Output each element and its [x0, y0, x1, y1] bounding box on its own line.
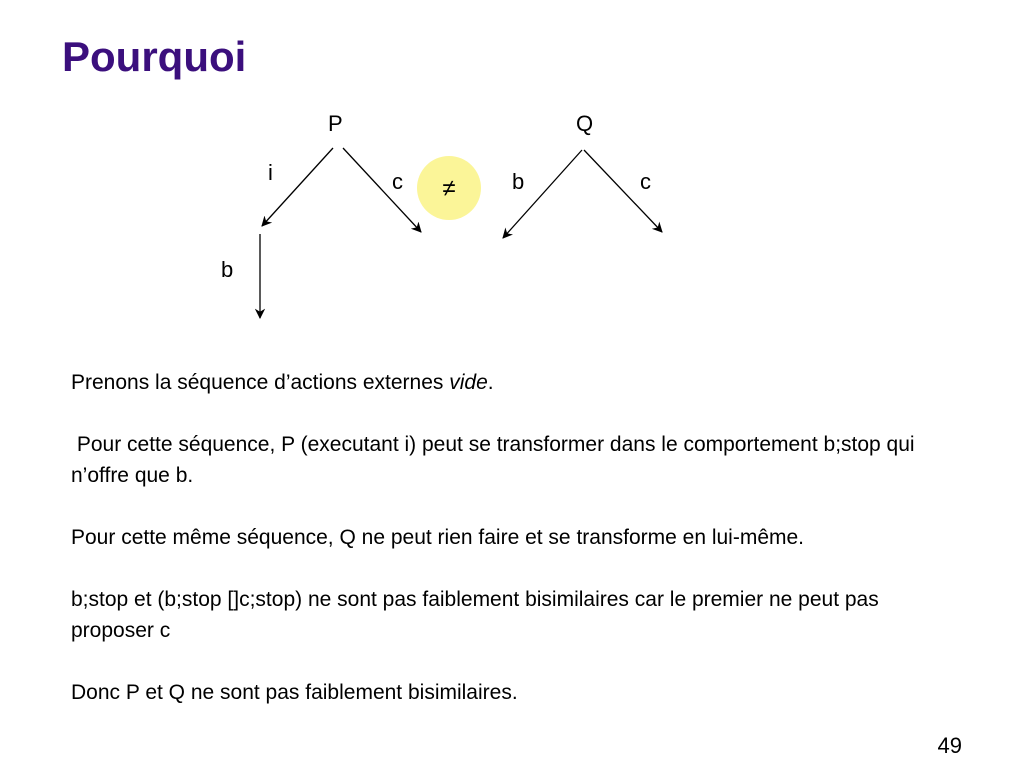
paragraph-empty-sequence	[71, 367, 951, 398]
paragraph-conclusion: Donc P et Q ne sont pas faiblement bisimilaires.	[71, 681, 518, 704]
paragraph-p-transform: Pour cette séquence, P (executant i) peut se transformer dans le comportement b;stop qui n’offre que b.	[71, 433, 921, 487]
paragraph-q-transform: Pour cette même séquence, Q ne peut rien faire et se transforme en lui-même.	[71, 526, 805, 549]
tree-p-root: P	[328, 111, 343, 136]
tree-q	[503, 111, 662, 238]
paragraph-1-italic: vide	[449, 371, 488, 394]
paragraph-1-end: .	[487, 371, 494, 394]
tree-q-label-c: c	[640, 169, 651, 194]
page-number: 49	[937, 733, 962, 758]
paragraph-1-text: Prenons la séquence d’actions externes	[71, 371, 450, 394]
not-equal-symbol: ≠	[442, 175, 456, 202]
explanation-text	[71, 367, 951, 708]
tree-q-label-b: b	[512, 169, 525, 194]
paragraph-not-bisimilar-reason: b;stop et (b;stop []c;stop) ne sont pas faiblement bisimilaires car le premier ne peut pas proposer c	[71, 588, 879, 642]
tree-p	[221, 111, 421, 318]
tree-q-root: Q	[576, 111, 594, 136]
tree-p-edge-c	[343, 148, 421, 232]
tree-q-edge-b	[503, 150, 582, 238]
not-equivalent-marker	[417, 156, 481, 220]
slide-title: Pourquoi	[62, 33, 247, 80]
tree-p-label-b: b	[221, 257, 234, 282]
tree-p-label-i: i	[268, 160, 273, 185]
tree-p-label-c: c	[392, 169, 403, 194]
